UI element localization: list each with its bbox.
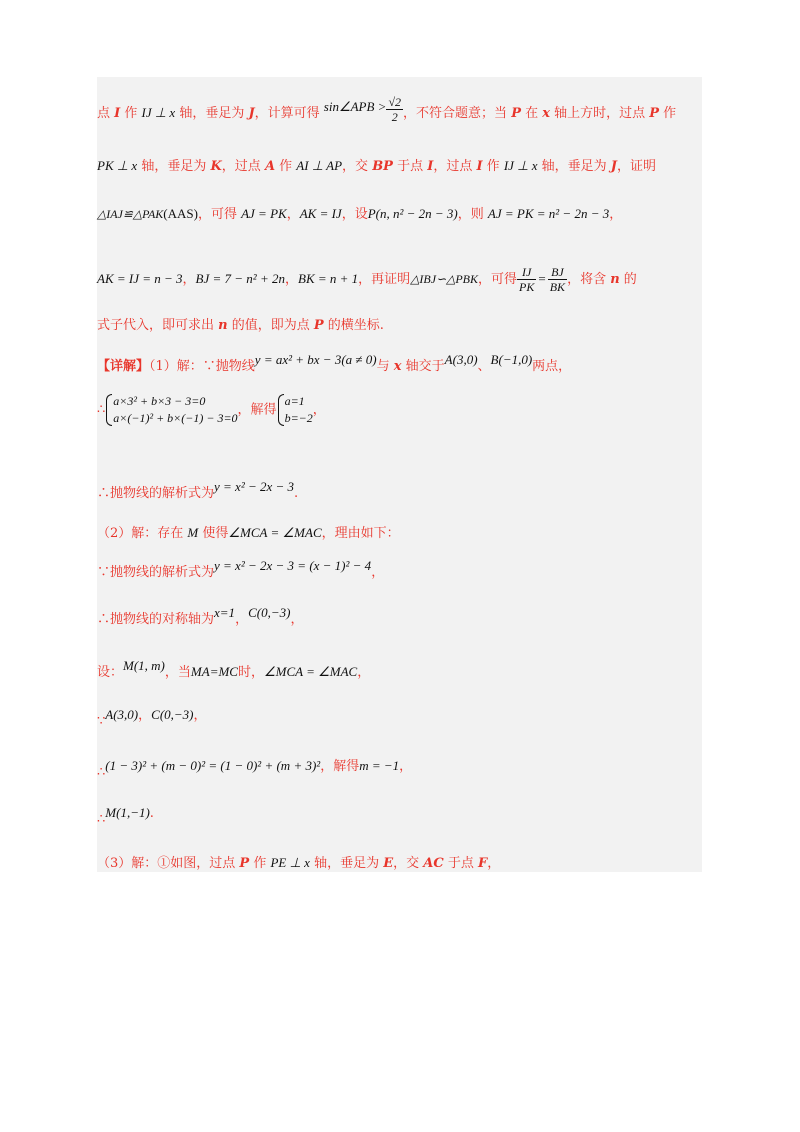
equals-sign: = [538,271,546,286]
equation-row: b=−2 [284,411,313,425]
variable: P [239,856,250,871]
fraction-numerator: IJ [517,265,536,280]
text-line-1 [97,95,702,128]
text-run: 的 [619,272,637,287]
text-run: 作 [275,159,297,174]
math-expression: C(0,−3) [248,605,291,620]
equation-row: a×(−1)² + b×(−1) − 3=0 [113,411,238,425]
text-run: 轴，垂足为 [175,106,249,121]
math-expression: MA=MC [190,664,238,679]
math-expression: x=1 [214,605,236,620]
text-run: ，证明 [616,159,656,174]
math-expression: AK = IJ = n − 3 [97,271,183,286]
text-run: ， [312,402,326,418]
text-run: ， [286,207,300,222]
text-run: ∴ [97,812,106,827]
fraction [548,265,567,294]
text-line-12 [97,658,702,680]
variable: BP [372,159,393,174]
text-run: 轴交于 [401,359,445,374]
variable: x [393,359,402,374]
fraction [517,265,536,294]
variable: AC [423,856,444,871]
math-expression: PK ⊥ x [97,158,138,173]
text-run: ∴抛物线的对称轴为 [97,612,215,627]
math-expression: m = −1 [359,758,400,773]
math-expression: (1 − 3)² + (m − 0)² = (1 − 0)² + (m + 3)² [105,758,321,773]
text-run: ， [193,708,207,723]
text-run: ，过点 [221,159,265,174]
text-run: ，交 [342,159,373,174]
text-run: ， [609,207,623,222]
math-expression: △IAJ≌△PAK [97,207,164,221]
math-expression: A(3,0) [444,352,478,367]
text-run: 作 [120,106,142,121]
text-run: ， [284,272,298,287]
text-line-6 [97,352,702,374]
text-run: 轴上方时，过点 [550,106,650,121]
variable: I [427,159,434,174]
text-run: ， [371,565,385,580]
text-run: . [149,806,154,821]
text-run: ，当 [164,665,191,680]
text-run: （1）解：∵抛物线 [149,359,255,374]
text-line-4 [97,265,702,294]
text-run: 、 [477,359,491,374]
text-run: 在 [520,106,543,121]
variable: F [477,856,488,871]
math-expression: y = x² − 2x − 3 = (x − 1)² − 4 [214,558,372,573]
text-run: 时， [237,665,264,680]
variable: M [187,525,199,540]
text-line-13 [97,704,702,729]
text-run: （2）解：存在 [97,526,188,541]
fraction-denominator: PK [519,280,535,294]
math-expression: IJ ⊥ x [141,105,176,120]
variable: A [264,159,276,174]
fraction [386,95,403,124]
math-expression: y = x² − 2x − 3 [214,479,295,494]
equation-system [105,393,237,427]
math-expression: ∠MCA = ∠MAC [263,664,358,679]
text-run: ，可得 [478,272,518,287]
math-expression: AJ = PK [241,206,287,221]
text-run: ，理由如下： [321,526,400,541]
math-expression: IJ ⊥ x [503,158,538,173]
text-line-15 [97,805,702,827]
text-run: 轴，垂足为 [537,159,611,174]
math-expression: BK = n + 1 [298,271,359,286]
text-run: ， [357,665,371,680]
variable: P [313,318,324,333]
variable: P [511,106,521,121]
fraction-denominator: 2 [391,110,398,124]
text-run: 轴，垂足为 [309,856,384,871]
text-run: 使得 [198,526,229,541]
variable: J [248,106,255,121]
variable: I [114,106,121,121]
equation-row: a×3² + b×3 − 3=0 [113,394,206,408]
fraction-numerator: √2 [388,95,402,109]
text-run: ， [290,612,304,627]
equation-row: a=1 [284,394,305,408]
text-line-10 [97,558,702,580]
text-run: ，解得 [237,402,277,418]
text-run: ， [235,612,249,627]
text-run: ， [487,856,501,871]
variable: P [649,106,660,121]
text-run: ，交 [393,856,424,871]
variable: I [476,159,483,174]
text-line-14 [97,755,702,780]
variable: n [610,272,620,287]
text-line-7 [97,393,702,427]
variable: J [610,159,617,174]
text-line-3 [97,203,702,222]
math-expression: A(3,0) [105,707,139,722]
section-tag: 【详解】 [97,359,150,374]
text-line-9 [97,522,702,541]
text-run: 设： [97,665,124,680]
text-run: 于点 [392,159,428,174]
text-run: . [294,486,299,501]
text-run: ，过点 [433,159,477,174]
math-expression: M(1, m) [123,658,165,673]
text-line-5 [97,314,702,333]
math-expression: (AAS) [163,206,198,221]
math-expression: M(1,−1) [105,805,150,820]
text-run: 的值，即为点 [227,318,314,333]
math-expression: B(−1,0) [490,352,533,367]
text-run: ， [182,272,196,287]
text-run: ∴抛物线的解析式为 [97,486,215,501]
text-line-8 [97,479,702,501]
math-expression: ∠MCA = ∠MAC [228,525,322,540]
math-expression: AK = IJ [299,206,342,221]
variable: x [542,106,550,121]
math-expression: △IBJ∽△PBK [410,272,479,286]
text-run: 作 [659,106,677,121]
math-expression: sin∠APB > [323,99,387,114]
text-run: 的横坐标. [323,318,384,333]
text-run: ， [138,708,152,723]
text-run: 作 [482,159,504,174]
text-run: ，则 [457,207,488,222]
text-run: ，再证明 [358,272,411,287]
text-run: 点 [97,106,115,121]
text-run: ，解得 [320,759,360,774]
text-run: ， [399,759,413,774]
text-run: 轴，垂足为 [137,159,211,174]
math-expression: y = ax² + bx − 3(a ≠ 0) [254,352,377,367]
text-run: ，不符合题意；当 [403,106,512,121]
fraction-numerator: BJ [548,265,567,280]
text-run: ，设 [341,207,368,222]
text-run: ∵抛物线的解析式为 [97,565,215,580]
math-expression: BJ = 7 − n² + 2n [195,271,285,286]
text-run: ，将含 [567,272,611,287]
math-expression: C(0,−3) [151,707,194,722]
variable: K [210,159,222,174]
text-line-2 [97,155,702,174]
text-run: ∵ [97,714,106,729]
text-run: （3）解：①如图，过点 [97,856,240,871]
math-expression: AI ⊥ AP [296,158,343,173]
text-run: ∴ [97,402,106,418]
text-run: ，可得 [197,207,242,222]
solution-system [277,393,313,427]
math-expression: PE ⊥ x [270,855,310,870]
text-line-11 [97,605,702,627]
text-run: ，计算可得 [254,106,320,121]
text-run: 作 [249,856,271,871]
math-expression: AJ = PK = n² − 2n − 3 [487,206,610,221]
text-run: 两点， [532,359,572,374]
solution-panel [97,77,702,872]
math-expression: P(n, n² − 2n − 3) [367,206,458,221]
text-run: 式子代入，即可求出 [97,318,219,333]
variable: E [383,856,394,871]
text-line-16 [97,852,702,871]
variable: n [218,318,228,333]
fraction-denominator: BK [549,280,566,294]
text-run: ∴ [97,765,106,780]
text-run: 于点 [443,856,478,871]
text-run: 与 [376,359,394,374]
